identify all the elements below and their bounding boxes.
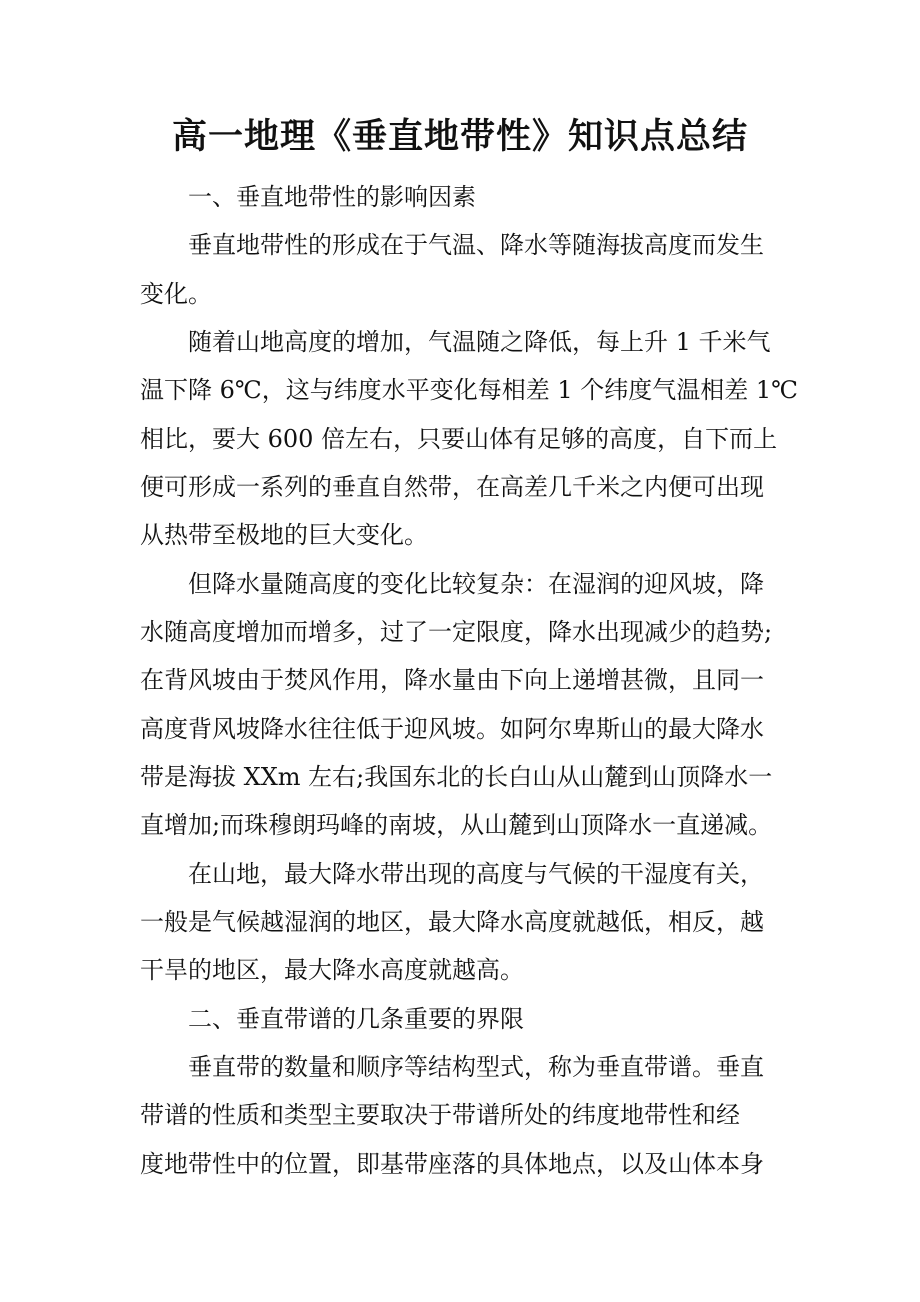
paragraph-line: 在山地，最大降水带出现的高度与气候的干湿度有关， [188, 860, 764, 888]
paragraph-line: 但降水量随高度的变化比较复杂：在湿润的迎风坡，降 [188, 570, 764, 598]
section-heading: 二、垂直带谱的几条重要的界限 [188, 1005, 524, 1033]
paragraph-line: 带谱的性质和类型主要取决于带谱所处的纬度地带性和经 [140, 1101, 740, 1129]
paragraph-line: 水随高度增加而增多，过了一定限度，降水出现减少的趋势; [140, 618, 773, 646]
section-heading: 一、垂直地带性的影响因素 [188, 183, 476, 211]
paragraph-line: 随着山地高度的增加，气温随之降低，每上升 1 千米气 [188, 328, 771, 356]
paragraph-line: 垂直带的数量和顺序等结构型式，称为垂直带谱。垂直 [188, 1053, 764, 1081]
paragraph-line: 相比，要大 600 倍左右，只要山体有足够的高度，自下而上 [140, 425, 778, 453]
paragraph-line: 从热带至极地的巨大变化。 [140, 521, 428, 549]
paragraph-line: 高度背风坡降水往往低于迎风坡。如阿尔卑斯山的最大降水 [140, 715, 764, 743]
paragraph-line: 带是海拔 XXm 左右;我国东北的长白山从山麓到山顶降水一 [140, 763, 773, 791]
document-title: 高一地理《垂直地带性》知识点总结 [171, 116, 748, 157]
paragraph-line: 垂直地带性的形成在于气温、降水等随海拔高度而发生 [188, 231, 764, 259]
paragraph-line: 温下降 6℃，这与纬度水平变化每相差 1 个纬度气温相差 1℃ [140, 376, 799, 404]
paragraph-line: 直增加;而珠穆朗玛峰的南坡，从山麓到山顶降水一直递减。 [140, 811, 773, 839]
paragraph-line: 度地带性中的位置，即基带座落的具体地点，以及山体本身 [140, 1150, 764, 1178]
paragraph-line: 干旱的地区，最大降水高度就越高。 [140, 956, 524, 984]
paragraph-line: 在背风坡由于焚风作用，降水量由下向上递增甚微，且同一 [140, 666, 764, 694]
paragraph-line: 变化。 [140, 280, 212, 308]
paragraph-line: 便可形成一系列的垂直自然带，在高差几千米之内便可出现 [140, 473, 764, 501]
paragraph-line: 一般是气候越湿润的地区，最大降水高度就越低，相反，越 [140, 908, 764, 936]
